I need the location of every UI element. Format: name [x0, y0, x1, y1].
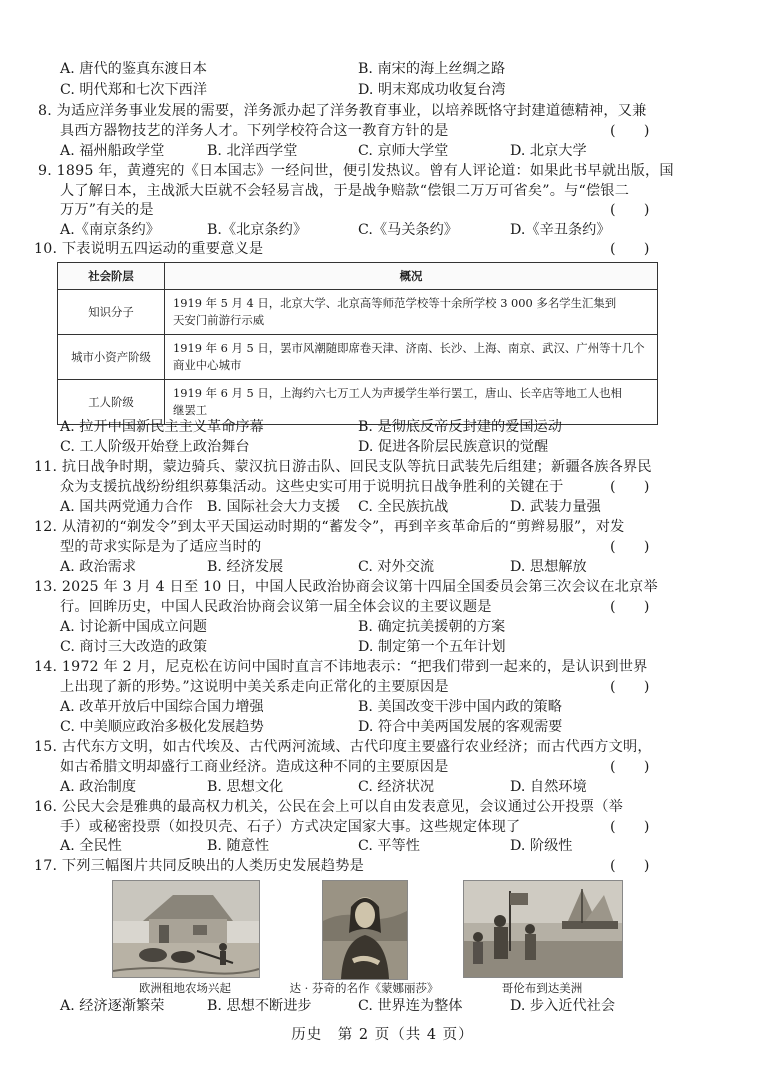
table-header-overview: 概况 [165, 263, 658, 290]
q17-answer-parens: ( ) [610, 858, 650, 874]
caption-columbus: 哥伦布到达美洲 [501, 981, 583, 995]
q15-answer-parens: ( ) [610, 759, 650, 775]
q17-option-c: C. 世界连为整体 [358, 998, 463, 1014]
mona-lisa-drawing [323, 881, 407, 979]
q9-stem-line3: 万万”有关的是 [60, 202, 154, 218]
q17-option-a: A. 经济逐渐繁荣 [60, 998, 165, 1014]
q17-option-d: D. 步入近代社会 [510, 998, 616, 1014]
q11-answer-parens: ( ) [610, 479, 650, 495]
q17-stem-line1: 17. 下列三幅图片共同反映出的人类历史发展趋势是 [34, 858, 365, 874]
q10-stem-line1: 10. 下表说明五四运动的重要意义是 [34, 241, 264, 257]
q7-option-d: D. 明末郑成功收复台湾 [358, 82, 506, 98]
q8-option-c: C. 京师大学堂 [358, 143, 449, 159]
q16-option-c: C. 平等性 [358, 838, 420, 854]
q12-stem-line1: 12. 从清初的“剃发令”到太平天国运动时期的“蓄发令”，再到辛亥革命后的“剪辫易服”，对发 [34, 519, 625, 535]
q13-option-a: A. 讨论新中国成立问题 [60, 619, 207, 635]
caption-mona-lisa: 达 · 芬奇的名作《蒙娜丽莎》 [289, 981, 439, 995]
q13-option-c: C. 商讨三大改造的政策 [60, 639, 208, 655]
q14-stem-line2: 上出现了新的形势。”这说明中美关系走向正常化的主要原因是 [60, 679, 449, 695]
q11-option-d: D. 武装力量强 [510, 499, 601, 515]
q10-option-a: A. 拉开中国新民主主义革命序幕 [60, 419, 264, 435]
q8-answer-parens: ( ) [610, 123, 650, 139]
q14-option-d: D. 符合中美两国发展的客观需要 [358, 719, 563, 735]
q9-answer-parens: ( ) [610, 202, 650, 218]
table-cell-layer: 城市小资产阶级 [58, 335, 165, 380]
q14-option-b: B. 美国改变干涉中国内政的策略 [358, 699, 562, 715]
table-cell-desc-line: 商业中心城市 [173, 358, 242, 372]
q12-stem-line2: 型的苛求实际是为了适应当时的 [60, 539, 262, 555]
table-header-layer: 社会阶层 [58, 263, 165, 290]
q7-option-b: B. 南宋的海上丝绸之路 [358, 61, 506, 77]
q10-option-c: C. 工人阶级开始登上政治舞台 [60, 439, 250, 455]
q15-stem-line2: 如古希腊文明却盛行工商业经济。造成这种不同的主要原因是 [60, 759, 449, 775]
q16-option-b: B. 随意性 [207, 838, 270, 854]
table-cell-layer: 知识分子 [58, 290, 165, 335]
table-cell-desc-line: 继罢工 [173, 403, 208, 417]
columbus-drawing [464, 881, 622, 977]
q9-option-d: D.《辛丑条约》 [510, 222, 611, 238]
q8-option-a: A. 福州船政学堂 [60, 143, 165, 159]
table-cell-desc [165, 335, 658, 380]
table-cell-layer: 工人阶级 [58, 380, 165, 425]
table-cell-desc-line: 天安门前游行示威 [173, 313, 265, 327]
q13-option-b: B. 确定抗美援朝的方案 [358, 619, 506, 635]
q15-option-a: A. 政治制度 [60, 779, 137, 795]
table-row [58, 335, 658, 380]
q10-option-d: D. 促进各阶层民族意识的觉醒 [358, 439, 549, 455]
q14-answer-parens: ( ) [610, 679, 650, 695]
q8-stem-line1: 8. 为适应洋务事业发展的需要，洋务派办起了洋务教育事业，以培养既恪守封建道德精神，又兼 [38, 103, 647, 119]
farm-illustration [112, 880, 260, 978]
q8-stem-line2: 具西方器物技艺的洋务人才。下列学校符合这一教育方针的是 [60, 123, 449, 139]
q12-answer-parens: ( ) [610, 539, 650, 555]
q9-option-b: B.《北京条约》 [207, 222, 308, 238]
table-cell-desc-line: 1919 年 6 月 5 日，罢市风潮随即席卷天津、济南、长沙、上海、南京、武汉、广州等十几个 [173, 341, 645, 355]
table-cell-desc-line: 1919 年 5 月 4 日，北京大学、北京高等师范学校等十余所学校 3 000 多名学生汇集到 [173, 296, 617, 310]
q16-option-d: D. 阶级性 [510, 838, 573, 854]
q16-stem-line2: 手）或秘密投票（如投贝壳、石子）方式决定国家大事。这些规定体现了 [60, 819, 521, 835]
q8-option-d: D. 北京大学 [510, 143, 587, 159]
q7-option-c: C. 明代郑和七次下西洋 [60, 82, 208, 98]
q9-stem-line2: 人了解日本，主战派大臣就不会轻易言战，于是战争赔款“偿银二万万可省矣”。与“偿银二 [60, 183, 630, 199]
q17-option-b: B. 思想不断进步 [207, 998, 312, 1014]
q11-option-a: A. 国共两党通力合作 [60, 499, 193, 515]
q16-stem-line1: 16. 公民大会是雅典的最高权力机关，公民在会上可以自由发表意见，会议通过公开投票（举 [34, 799, 623, 815]
q13-answer-parens: ( ) [610, 599, 650, 615]
table-cell-desc-line: 1919 年 6 月 5 日，上海约六七万工人为声援学生举行罢工，唐山、长辛店等地工人也相 [173, 386, 622, 400]
q9-option-c: C.《马关条约》 [358, 222, 458, 238]
table-cell-desc [165, 290, 658, 335]
q11-stem-line2: 众为支援抗战纷纷组织募集活动。这些史实可用于说明抗日战争胜利的关键在于 [60, 479, 564, 495]
q14-stem-line1: 14. 1972 年 2 月，尼克松在访问中国时直言不讳地表示：“把我们带到一起来的，是认识到世界 [34, 659, 648, 675]
q9-stem-line1: 9. 1895 年，黄遵宪的《日本国志》一经问世，便引发热议。曾有人评论道：如果此书早就出版，国 [38, 163, 674, 179]
q15-stem-line1: 15. 古代东方文明，如古代埃及、古代两河流域、古代印度主要盛行农业经济；而古代西方文明， [34, 739, 652, 755]
q14-option-a: A. 改革开放后中国综合国力增强 [60, 699, 264, 715]
q10-option-b: B. 是彻底反帝反封建的爱国运动 [358, 419, 562, 435]
q11-option-c: C. 全民族抗战 [358, 499, 449, 515]
q13-stem-line1: 13. 2025 年 3 月 4 日至 10 日，中国人民政治协商会议第十四届全国委员会第三次会议在北京举 [34, 579, 658, 595]
q15-option-d: D. 自然环境 [510, 779, 587, 795]
mona-lisa-image [322, 880, 408, 980]
q13-stem-line2: 行。回眸历史，中国人民政治协商会议第一届全体会议的主要议题是 [60, 599, 492, 615]
table-row [58, 290, 658, 335]
q12-option-d: D. 思想解放 [510, 559, 587, 575]
q14-option-c: C. 中美顺应政治多极化发展趋势 [60, 719, 264, 735]
farm-drawing [113, 881, 259, 977]
may-fourth-table [57, 262, 658, 425]
q12-option-b: B. 经济发展 [207, 559, 284, 575]
q7-option-a: A. 唐代的鉴真东渡日本 [60, 61, 207, 77]
q16-answer-parens: ( ) [610, 819, 650, 835]
caption-farm: 欧洲租地农场兴起 [139, 981, 231, 995]
q15-option-c: C. 经济状况 [358, 779, 435, 795]
q10-answer-parens: ( ) [610, 241, 650, 257]
q15-option-b: B. 思想文化 [207, 779, 284, 795]
q12-option-c: C. 对外交流 [358, 559, 435, 575]
q11-option-b: B. 国际社会大力支援 [207, 499, 340, 515]
q9-option-a: A.《南京条约》 [60, 222, 160, 238]
page-footer: 历史 第 2 页（共 4 页） [291, 1027, 474, 1043]
q13-option-d: D. 制定第一个五年计划 [358, 639, 506, 655]
q8-option-b: B. 北洋西学堂 [207, 143, 298, 159]
q11-stem-line1: 11. 抗日战争时期，蒙边骑兵、蒙汉抗日游击队、回民支队等抗日武装先后组建；新疆各族各界民 [34, 459, 652, 475]
q16-option-a: A. 全民性 [60, 838, 122, 854]
columbus-image [463, 880, 623, 978]
q12-option-a: A. 政治需求 [60, 559, 137, 575]
